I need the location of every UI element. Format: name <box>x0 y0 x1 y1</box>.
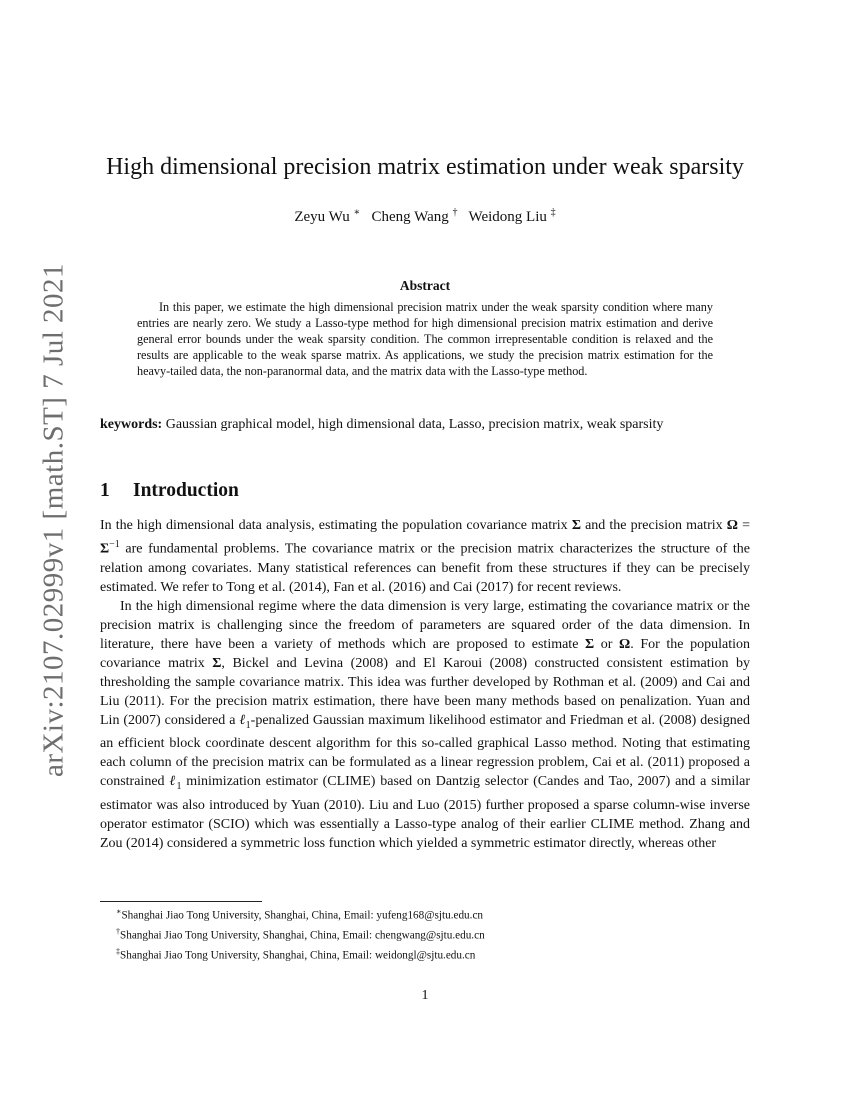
footnote <box>100 944 750 964</box>
paper-title: High dimensional precision matrix estimation under weak sparsity <box>106 154 744 180</box>
keywords-text: Gaussian graphical model, high dimensional data, Lasso, precision matrix, weak sparsity <box>165 417 664 432</box>
math-symbol: Ω <box>726 518 738 533</box>
footnote-rule <box>100 901 262 902</box>
abstract-heading: Abstract <box>399 278 451 293</box>
author-name: Cheng Wang <box>371 209 449 225</box>
math-script: 1 <box>176 781 182 793</box>
math-symbol: Σ <box>212 655 222 671</box>
text-run: In the high dimensional regime where the data dimension is very large, estimating the covariance matrix or the precision matrix is challenging since the freedom of parameters are squared order of the data dimension. In literature, there have been a variety of methods which are proposed to estimate <box>100 598 750 652</box>
page-number: 1 <box>421 988 429 1003</box>
text-run: or <box>594 636 620 652</box>
abstract-text: In this paper, we estimate the high dimensional precision matrix under the weak sparsity condition where many entries are nearly zero. We study a Lasso-type method for high dimensional precision matrix estimation and derive general error bounds under the weak sparsity condition. The common irrepresentable condition is relaxed and the results are applicable to the weak sparse matrix. As applications, we study the precision matrix estimation for the heavy-tailed data, the non-paranormal data, and the matrix data with the Lasso-type method. <box>137 300 713 379</box>
footnote <box>100 924 750 944</box>
footnote <box>100 904 750 924</box>
section-number: 1 <box>100 480 110 501</box>
text-run: and the precision matrix <box>580 518 727 533</box>
text-run: In the high dimensional data analysis, estimating the population covariance matrix <box>100 518 572 533</box>
author-name: Zeyu Wu <box>294 209 350 225</box>
text-run: minimization estimator (CLIME) based on Dantzig selector (Candes and Tao, 2007) and a similar estimator was also introduced by Yuan (2010). Liu and Luo (2015) further proposed a sparse column-wise inverse operator estimator (SCIO) which was essentially a Lasso-type analog of their earlier CLIME method. Zhang and Zou (2014) considered a symmetric loss function which yielded a symmetric estimator directly, whereas other <box>100 774 750 852</box>
footnote-mark: ‡ <box>116 947 120 957</box>
keywords <box>100 415 750 434</box>
author-footnote-mark: ∗ <box>353 207 361 218</box>
footnotes <box>100 904 750 965</box>
text-run: ℓ <box>239 712 246 728</box>
math-script: −1 <box>109 539 120 550</box>
footnote-mark: ∗ <box>116 907 122 916</box>
footnote-text: Shanghai Jiao Tong University, Shanghai, China, Email: weidongl@sjtu.edu.cn <box>120 950 476 963</box>
math-symbol: Σ <box>585 636 595 652</box>
paragraph <box>100 597 750 854</box>
footnote-text: Shanghai Jiao Tong University, Shanghai, China, Email: chengwang@sjtu.edu.cn <box>120 929 485 942</box>
text-run: , Bickel and Levina (2008) and El Karoui (2008) constructed consistent estimation by thresholding the sample covariance matrix. This idea was further developed by Rothman et al. (2009) and Cai and Liu (2011). For the precision matrix estimation, there have been many methods based on penalization. Yuan and Lin (2007) considered a <box>100 655 751 728</box>
text-run: = <box>737 518 750 533</box>
author-list <box>100 203 750 227</box>
text-run: are fundamental problems. The covariance matrix or the precision matrix characterizes the structure of the relation among covariates. Many statistical references can benefit from these structures if they can be precisely estimated. We refer to Tong et al. (2014), Fan et al. (2016) and Cai (2017) for recent reviews. <box>100 541 750 595</box>
paragraph <box>100 516 750 597</box>
footnote-text: Shanghai Jiao Tong University, Shanghai, China, Email: yufeng168@sjtu.edu.cn <box>121 909 484 922</box>
text-run: . For the population covariance matrix <box>100 636 750 671</box>
section-heading <box>100 478 239 504</box>
math-symbol: Σ <box>571 518 581 533</box>
keywords-label: keywords: <box>100 417 163 432</box>
author-footnote-mark: † <box>452 207 458 218</box>
math-symbol: Σ <box>100 541 110 557</box>
author-footnote-mark: ‡ <box>550 207 556 218</box>
section-title: Introduction <box>133 480 239 501</box>
text-run: -penalized Gaussian maximum likelihood estimator and Friedman et al. (2008) designed an efficient block coordinate descent algorithm for this so-called graphical Lasso method. Noting that estimating each column of the precision matrix can be formulated as a linear regression problem, Cai et al. (2011) proposed a constrained <box>100 712 750 790</box>
math-script: 1 <box>245 719 251 731</box>
introduction-body <box>100 516 750 853</box>
text-run: ℓ <box>169 774 177 790</box>
arxiv-identifier-stamp: arXiv:2107.02999v1 [math.ST] 7 Jul 2021 <box>37 262 70 778</box>
footnote-mark: † <box>116 927 120 937</box>
author-name: Weidong Liu <box>468 209 547 225</box>
math-symbol: Ω <box>619 636 631 652</box>
